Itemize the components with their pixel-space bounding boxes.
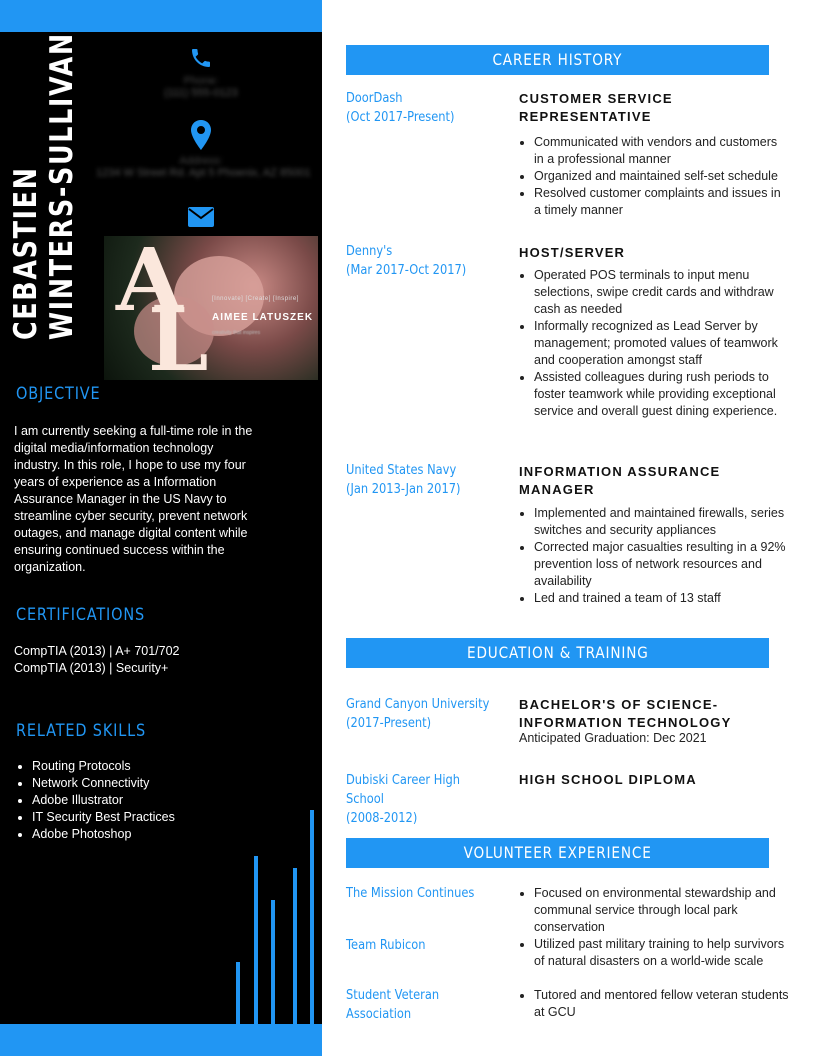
degree-note: Anticipated Graduation: Dec 2021 [519, 731, 707, 745]
volunteer-heading-bar [346, 838, 769, 868]
logo-letter-l: L [148, 290, 209, 380]
volunteer-bullet: • Tutored and mentored fellow veteran students at GCU [534, 987, 794, 1021]
email-icon [187, 206, 215, 228]
job-bullet: • Corrected major casualties resulting in a 92% prevention loss of network resources and availability [534, 539, 786, 590]
address-label: Address: [179, 155, 223, 167]
volunteer-bullets [519, 885, 794, 936]
career-heading-bar [346, 45, 769, 75]
volunteer-bullets [519, 987, 794, 1021]
job-role: CUSTOMER SERVICE REPRESENTATIVE [519, 91, 673, 124]
phone-label: Phone: [183, 75, 219, 87]
sidebar [0, 0, 322, 1056]
sidebar-top-bar [0, 0, 322, 32]
job-bullet: • Resolved customer complaints and issues in a timely manner [534, 185, 786, 219]
job-org [346, 242, 491, 280]
job-bullet: • Operated POS terminals to input menu selections, swipe credit cards and withdraw cash as needed [534, 267, 786, 318]
sidebar-bottom-bar [0, 1024, 322, 1056]
objective-heading: OBJECTIVE [16, 384, 101, 404]
job-dates: (Oct 2017-Present) [346, 110, 455, 125]
job-bullets [519, 134, 786, 219]
job-company: Denny's [346, 244, 393, 259]
skill-item: • IT Security Best Practices [32, 809, 175, 826]
education-org [346, 695, 491, 733]
logo-letter-a: A [116, 236, 183, 331]
school-dates: (2008-2012) [346, 811, 418, 826]
skill-item: • Routing Protocols [32, 758, 175, 775]
volunteer-bullets [519, 936, 794, 970]
volunteer-bullet: • Utilized past military training to help survivors of natural disasters on a world-wide scale [534, 936, 794, 970]
degree: BACHELOR'S OF SCIENCE- INFORMATION TECHNOLOGY [519, 697, 732, 730]
volunteer-org: Student Veteran Association [346, 988, 440, 1022]
school-name: Dubiski Career High School [346, 773, 461, 807]
phone-contact [96, 46, 306, 99]
education-heading: EDUCATION & TRAINING [466, 643, 649, 662]
job-dates: (Mar 2017-Oct 2017) [346, 263, 467, 278]
volunteer-bullet: • Focused on environmental stewardship and communal service through local park conservation [534, 885, 794, 936]
address-contact [96, 120, 311, 179]
skills-heading: RELATED SKILLS [16, 721, 147, 741]
volunteer-heading: VOLUNTEER EXPERIENCE [463, 843, 652, 862]
job-bullet: • Communicated with vendors and customers in a professional manner [534, 134, 786, 168]
job-bullet: • Implemented and maintained firewalls, series switches and security appliances [534, 505, 786, 539]
decorative-bars [0, 790, 322, 1024]
skill-item: • Network Connectivity [32, 775, 175, 792]
candidate-name [8, 32, 80, 341]
brand-logo [104, 236, 318, 380]
degree: HIGH SCHOOL DIPLOMA [519, 772, 697, 787]
education-org [346, 771, 491, 828]
skill-item: • Adobe Photoshop [32, 826, 175, 843]
phone-value: (111) 555-0123 [164, 87, 238, 99]
job-bullet: • Led and trained a team of 13 staff [534, 590, 786, 607]
school-name: Grand Canyon University [346, 697, 490, 712]
email-contact [96, 206, 306, 233]
job-bullet: • Informally recognized as Lead Server by management; promoted values of teamwork and cooperation amongst staff [534, 318, 786, 369]
first-name: CEBASTIEN [8, 166, 44, 340]
job-bullets [519, 267, 786, 420]
logo-tags: [Innovate] [Create] [Inspire] [212, 296, 299, 302]
job-company: United States Navy [346, 463, 457, 478]
certifications-list [14, 643, 262, 677]
job-org [346, 461, 491, 499]
volunteer-org: The Mission Continues [346, 886, 475, 901]
job-bullets [519, 505, 786, 607]
certification-item: CompTIA (2013) | A+ 701/702 [14, 644, 180, 658]
job-bullet: • Assisted colleagues during rush periods to foster teamwork while providing exceptional service and overall guest dining experience. [534, 369, 786, 420]
logo-tagline: creativity that inspires [212, 330, 261, 336]
job-org [346, 89, 491, 127]
certifications-heading: CERTIFICATIONS [16, 605, 146, 625]
skill-item: • Adobe Illustrator [32, 792, 175, 809]
last-name: WINTERS-SULLIVAN [44, 32, 80, 341]
address-value: 1234 W Street Rd. Apt 5 Phoenix, AZ 85001 [96, 167, 311, 179]
job-role: INFORMATION ASSURANCE MANAGER [519, 464, 721, 497]
certification-item: CompTIA (2013) | Security+ [14, 661, 169, 675]
objective-text: I am currently seeking a full-time role in the digital media/information technology industry. In this role, I hope to use my four years of experience as a Information Assurance Manager in the US Navy to streamline cyber security, prevent network outages, and manage digital content while ensuring continued success within the organization. [14, 424, 253, 574]
career-heading: CAREER HISTORY [492, 50, 623, 69]
job-company: DoorDash [346, 91, 403, 106]
logo-brand-name: AIMEE LATUSZEK [212, 312, 314, 323]
job-dates: (Jan 2013-Jan 2017) [346, 482, 461, 497]
location-icon [189, 120, 213, 150]
job-bullet: • Organized and maintained self-set schedule [534, 168, 786, 185]
job-role: HOST/SERVER [519, 245, 626, 260]
volunteer-org: Team Rubicon [346, 938, 426, 953]
school-dates: (2017-Present) [346, 716, 432, 731]
phone-icon [189, 46, 213, 70]
education-heading-bar [346, 638, 769, 668]
